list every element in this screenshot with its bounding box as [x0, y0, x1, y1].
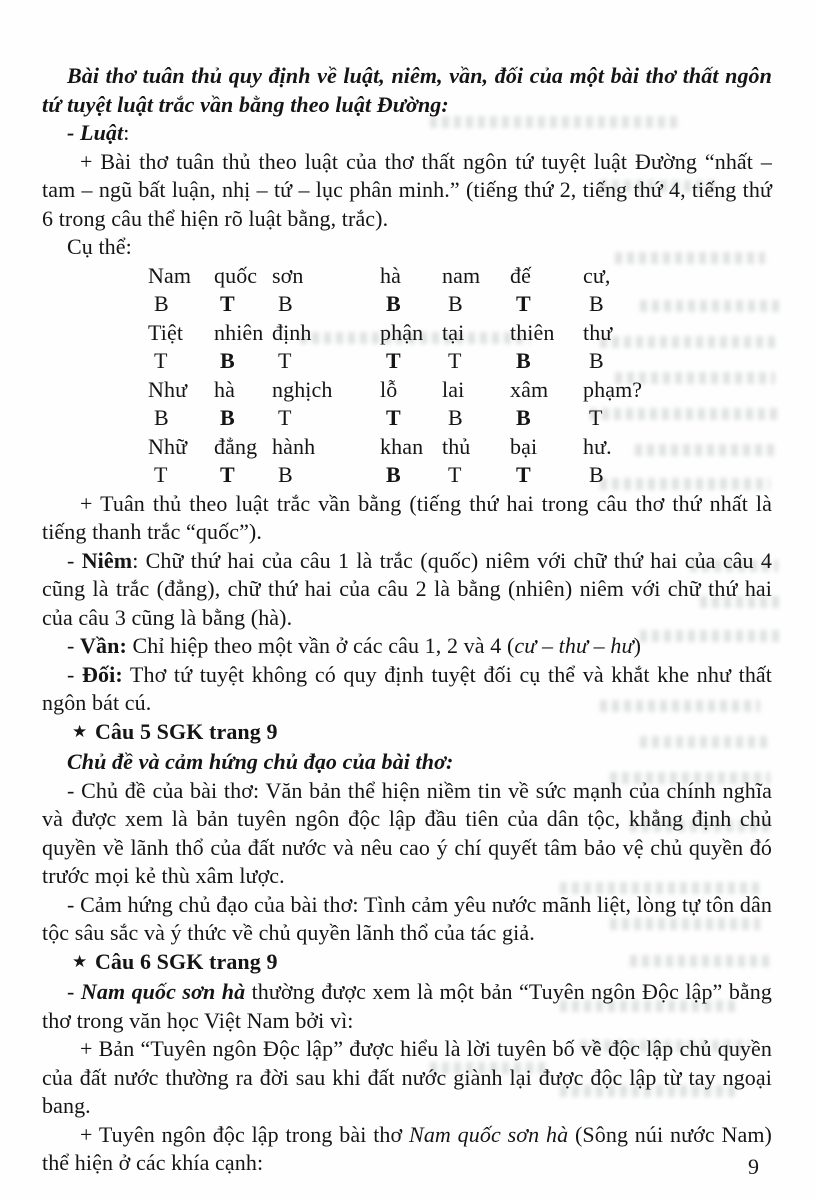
poem-word: đế: [510, 262, 531, 288]
chude-paragraph: [42, 777, 772, 891]
tone-letter: B: [278, 462, 293, 487]
luat-rule-text: + Bài thơ tuân thủ theo luật của thơ thất ngôn tứ tuyệt luật Đường “nhất – tam – ngũ bất luận, nhị – tứ – lục phân minh.” (tiếng thứ 2, tiếng thứ 4, tiếng thứ 6 trong câu thể hiện rõ luật bằng, trắc).: [42, 148, 772, 231]
namquoc-paragraph-text: Nam quốc sơn hà: [80, 979, 246, 1004]
namquoc-paragraph-text: -: [67, 979, 81, 1004]
poem-word: hành: [272, 433, 316, 459]
tone-table: [148, 262, 772, 490]
poem-word: xâm: [510, 376, 549, 402]
tone-letter: T: [516, 462, 531, 487]
poem-word: khan: [380, 433, 424, 459]
tone-letter: B: [278, 291, 293, 316]
intro-heading: [42, 62, 772, 119]
tone-letter: B: [220, 405, 235, 430]
cau5-heading-text: Câu 5 SGK trang 9: [89, 718, 278, 744]
tone-letter: B: [589, 291, 604, 316]
tone-letter: T: [154, 462, 168, 487]
doi-paragraph-text: -: [67, 661, 83, 687]
poem-word: Nam: [148, 262, 192, 288]
tone-letter: T: [516, 291, 531, 316]
van-paragraph-text: ): [633, 633, 641, 658]
tone-letter: T: [386, 405, 401, 430]
chude-heading: [42, 748, 772, 777]
tuyenbo-paragraph-text: + Bản “Tuyên ngôn Độc lập” được hiểu là lời tuyên bố về độc lập chủ quyền của đất nước thường ra đời sau khi đất nước giành lại được độc lập từ tay ngoại bang.: [42, 1036, 772, 1118]
tone-letter: B: [154, 291, 169, 316]
cau6-heading-text: Câu 6 SGK trang 9: [89, 948, 278, 974]
poem-line: [148, 319, 772, 348]
page-number: 9: [748, 1154, 759, 1179]
luat-label-text: - Luật: [67, 120, 124, 145]
poem-word: phận: [380, 319, 424, 345]
tone-letter: B: [220, 348, 235, 373]
tone-letter: T: [589, 405, 603, 430]
poem-word: hà: [214, 376, 235, 402]
luat-tuanthu: [42, 490, 772, 547]
chude-heading-text: Chủ đề và cảm hứng chủ đạo của bài thơ:: [67, 749, 454, 774]
poem-word: Tiệt: [148, 319, 184, 345]
tone-line: [148, 347, 772, 376]
poem-word: nghịch: [272, 376, 333, 402]
luat-tuanthu-text: + Tuân thủ theo luật trắc vần bằng (tiếng thứ hai trong câu thơ thứ nhất là tiếng thanh trắc “quốc”).: [42, 490, 772, 544]
tone-letter: B: [516, 405, 531, 430]
poem-word: thư: [583, 319, 613, 345]
poem-word: lỗ: [380, 376, 398, 402]
luat-label: [42, 119, 772, 148]
tone-letter: T: [220, 462, 235, 487]
poem-word: nam: [442, 262, 481, 288]
tone-letter: B: [589, 348, 604, 373]
poem-word: thủ: [442, 433, 471, 459]
khiacanh-paragraph: [42, 1121, 772, 1178]
khiacanh-paragraph-text: Nam quốc sơn hà: [409, 1121, 569, 1147]
van-paragraph-text: cư – thư – hư: [514, 633, 634, 658]
cu-the-label-text: Cụ thể:: [67, 234, 132, 259]
camhung-paragraph: [42, 891, 772, 948]
tone-letter: T: [448, 462, 462, 487]
poem-word: cư,: [583, 262, 611, 288]
poem-word: Nhữ: [148, 433, 188, 459]
niem-paragraph-text: -: [67, 547, 82, 573]
poem-word: quốc: [214, 262, 258, 288]
khiacanh-paragraph-text: (Sông núi nước Nam) thể hiện ở các khía cạnh:: [42, 1121, 772, 1175]
tone-line: [148, 461, 772, 490]
poem-word: định: [272, 319, 312, 345]
tone-letter: B: [154, 405, 169, 430]
poem-word: Như: [148, 376, 188, 402]
cau6-heading-text: ★: [72, 951, 88, 972]
van-paragraph: [42, 632, 772, 661]
poem-word: phạm?: [583, 376, 643, 402]
cu-the-label: [42, 233, 772, 262]
luat-rule: [42, 148, 772, 234]
van-paragraph-text: -: [67, 633, 81, 658]
tuyenbo-paragraph: [42, 1035, 772, 1121]
doi-paragraph-text: Thơ tứ tuyệt không có quy định tuyệt đối cụ thể và khắt khe như thất ngôn bát cú.: [42, 661, 772, 715]
doi-paragraph-text: Đối:: [82, 661, 123, 687]
camhung-paragraph-text: - Cảm hứng chủ đạo của bài thơ: Tình cảm yêu nước mãnh liệt, lòng tự tôn dân tộc sâu sắc và ý thức về chủ quyền lãnh thổ của tác giả.: [42, 891, 772, 945]
niem-paragraph-text: Niêm: [81, 547, 133, 573]
poem-line: [148, 262, 772, 291]
namquoc-paragraph-text: thường được xem là một bản “Tuyên ngôn Độc lập” bằng thơ trong văn học Việt Nam bởi vì:: [42, 979, 773, 1033]
intro-heading-text: Bài thơ tuân thủ quy định về luật, niêm, vần, đối của một bài thơ thất ngôn tứ tuyệt luật trắc vần bằng theo luật Đường:: [42, 63, 772, 117]
chude-paragraph-text: - Chủ đề của bài thơ: Văn bản thể hiện niềm tin về sức mạnh của chính nghĩa và được xem là bản tuyên ngôn độc lập đầu tiên của dân tộc, khẳng định chủ quyền về lãnh thổ của đất nước và nêu cao ý chí quyết tâm bảo vệ chủ quyền đó trước mọi kẻ thù xâm lược.: [42, 777, 772, 888]
poem-word: đẳng: [214, 433, 258, 459]
tone-letter: B: [448, 291, 463, 316]
tone-letter: T: [220, 291, 235, 316]
cau5-heading-text: ★: [72, 721, 88, 742]
van-paragraph-text: Vần:: [80, 633, 127, 658]
poem-word: hà: [380, 262, 401, 288]
namquoc-paragraph: [42, 978, 772, 1035]
niem-paragraph: [42, 547, 772, 633]
tone-letter: T: [278, 405, 292, 430]
poem-word: nhiên: [214, 319, 264, 345]
poem-word: tại: [442, 319, 465, 345]
tone-line: [148, 404, 772, 433]
cau6-heading: [42, 948, 772, 979]
poem-word: bại: [510, 433, 538, 459]
van-paragraph-text: Chỉ hiệp theo một vần ở các câu 1, 2 và 4 (: [126, 633, 515, 658]
poem-line: [148, 433, 772, 462]
doi-paragraph: [42, 661, 772, 718]
tone-letter: T: [278, 348, 292, 373]
tone-letter: B: [448, 405, 463, 430]
cau5-heading: [42, 718, 772, 749]
tone-letter: T: [154, 348, 168, 373]
khiacanh-paragraph-text: + Tuyên ngôn độc lập trong bài thơ: [80, 1121, 410, 1147]
tone-letter: T: [386, 348, 401, 373]
tone-letter: T: [448, 348, 462, 373]
poem-word: lai: [442, 376, 465, 402]
tone-letter: B: [386, 291, 401, 316]
luat-label-text: :: [123, 120, 130, 145]
niem-paragraph-text: : Chữ thứ hai của câu 1 là trắc (quốc) niêm với chữ thứ hai của câu 4 cũng là trắc (đẳng), chữ thứ hai của câu 2 là bằng (nhiên) niêm với chữ thứ hai của câu 3 cũng là bằng (hà).: [42, 547, 772, 630]
tone-letter: B: [589, 462, 604, 487]
poem-line: [148, 376, 772, 405]
page-content: [42, 62, 772, 1178]
tone-letter: B: [516, 348, 531, 373]
tone-letter: B: [386, 462, 401, 487]
poem-word: sơn: [272, 262, 304, 288]
poem-word: hư.: [583, 433, 612, 459]
poem-word: thiên: [510, 319, 555, 345]
tone-line: [148, 290, 772, 319]
